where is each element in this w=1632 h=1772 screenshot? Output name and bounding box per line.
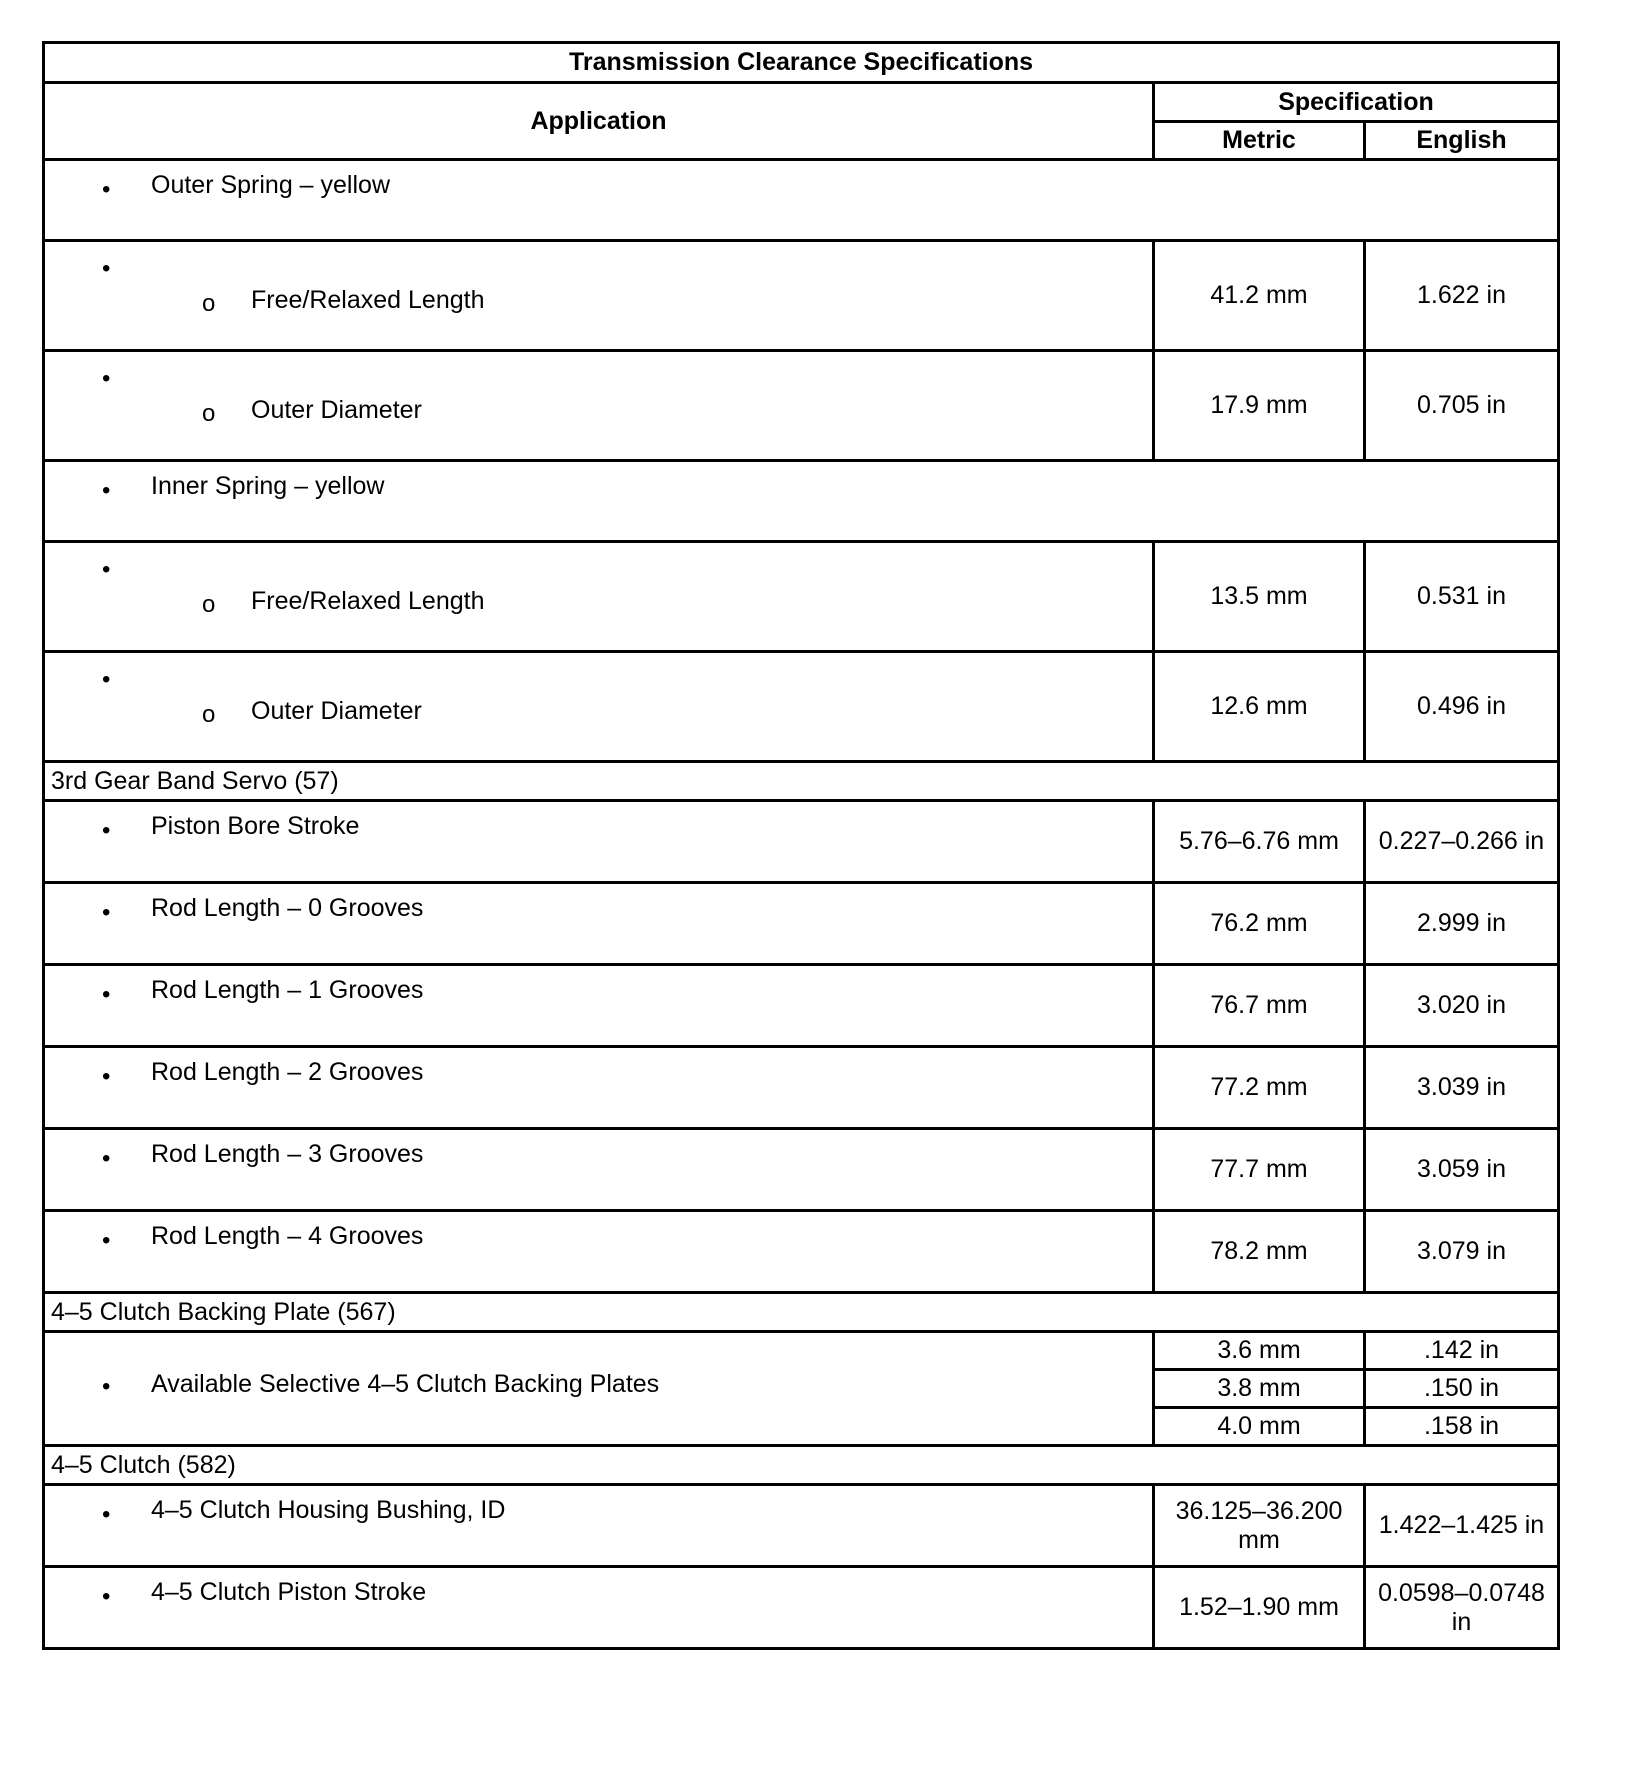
specification-header: Specification [1154, 83, 1559, 122]
english-value: 0.705 in [1365, 351, 1559, 461]
bullet-icon: • [102, 1145, 111, 1172]
application-cell [44, 542, 1154, 652]
metric-value: 77.2 mm [1154, 1047, 1365, 1129]
application-cell [44, 883, 1154, 965]
item-label: Free/Relaxed Length [251, 286, 485, 314]
metric-value: 3.6 mm [1154, 1332, 1365, 1370]
table-row [44, 1211, 1559, 1293]
table-row [44, 1129, 1559, 1211]
title-row [44, 43, 1559, 83]
application-cell [44, 652, 1154, 762]
english-value: 0.531 in [1365, 542, 1559, 652]
english-value: 2.999 in [1365, 883, 1559, 965]
application-cell [44, 1567, 1154, 1649]
metric-value: 3.8 mm [1154, 1370, 1365, 1408]
bullet-icon: • [102, 1501, 111, 1528]
bullet-icon: • [102, 1063, 111, 1090]
application-cell [44, 1332, 1154, 1446]
item-label: Free/Relaxed Length [251, 587, 485, 615]
metric-header: Metric [1154, 122, 1365, 160]
specifications-table [42, 41, 1560, 1650]
item-label: 4–5 Clutch Housing Bushing, ID [151, 1496, 506, 1524]
item-label: Rod Length – 3 Grooves [151, 1140, 424, 1168]
application-cell [44, 241, 1154, 351]
item-label: Available Selective 4–5 Clutch Backing Plates [151, 1370, 660, 1398]
english-value: 3.079 in [1365, 1211, 1559, 1293]
circle-bullet-icon: o [202, 290, 216, 317]
english-value: 1.622 in [1365, 241, 1559, 351]
english-value: 1.422–1.425 in [1365, 1485, 1559, 1567]
english-value: 0.0598–0.0748 in [1365, 1567, 1559, 1649]
english-value: 0.227–0.266 in [1365, 801, 1559, 883]
metric-value: 1.52–1.90 mm [1154, 1567, 1365, 1649]
english-header: English [1365, 122, 1559, 160]
bullet-icon: • [102, 1373, 111, 1400]
item-label: Rod Length – 4 Grooves [151, 1222, 424, 1250]
metric-value: 76.7 mm [1154, 965, 1365, 1047]
table-row [44, 1485, 1559, 1567]
clutch-section-label: 4–5 Clutch (582) [44, 1446, 1559, 1485]
bullet-icon: • [102, 817, 111, 844]
english-value: 3.039 in [1365, 1047, 1559, 1129]
bullet-icon: • [102, 899, 111, 926]
inner-spring-cell [44, 461, 1559, 542]
application-cell [44, 1485, 1154, 1567]
circle-bullet-icon: o [202, 591, 216, 618]
table-row [44, 461, 1559, 542]
item-label: Outer Diameter [251, 396, 422, 424]
english-value: .150 in [1365, 1370, 1559, 1408]
metric-value: 12.6 mm [1154, 652, 1365, 762]
bullet-icon: • [102, 365, 111, 392]
bullet-icon: • [102, 666, 111, 693]
application-cell [44, 1047, 1154, 1129]
table-row [44, 1332, 1559, 1370]
bullet-icon: • [102, 477, 111, 504]
outer-spring-label: Outer Spring – yellow [151, 171, 391, 199]
item-label: Outer Diameter [251, 697, 422, 725]
bullet-icon: • [102, 1227, 111, 1254]
circle-bullet-icon: o [202, 400, 216, 427]
circle-bullet-icon: o [202, 701, 216, 728]
backing-plate-section-label: 4–5 Clutch Backing Plate (567) [44, 1293, 1559, 1332]
item-label: Rod Length – 0 Grooves [151, 894, 424, 922]
application-cell [44, 801, 1154, 883]
metric-value: 78.2 mm [1154, 1211, 1365, 1293]
application-header: Application [44, 83, 1154, 160]
table-row [44, 542, 1559, 652]
table-row [44, 241, 1559, 351]
bullet-icon: • [102, 176, 111, 203]
table-title: Transmission Clearance Specifications [44, 43, 1559, 83]
table-row [44, 883, 1559, 965]
servo-section-label: 3rd Gear Band Servo (57) [44, 762, 1559, 801]
application-cell [44, 351, 1154, 461]
english-value: .142 in [1365, 1332, 1559, 1370]
table-row [44, 1047, 1559, 1129]
metric-value: 41.2 mm [1154, 241, 1365, 351]
english-value: 3.020 in [1365, 965, 1559, 1047]
metric-value: 17.9 mm [1154, 351, 1365, 461]
table-row [44, 652, 1559, 762]
section-row [44, 1446, 1559, 1485]
header-row [44, 83, 1559, 122]
item-label: 4–5 Clutch Piston Stroke [151, 1578, 427, 1606]
table-row [44, 1567, 1559, 1649]
english-value: .158 in [1365, 1408, 1559, 1446]
english-value: 3.059 in [1365, 1129, 1559, 1211]
english-value: 0.496 in [1365, 652, 1559, 762]
metric-value: 4.0 mm [1154, 1408, 1365, 1446]
application-cell [44, 1211, 1154, 1293]
outer-spring-cell [44, 160, 1559, 241]
metric-value: 36.125–36.200 mm [1154, 1485, 1365, 1567]
bullet-icon: • [102, 255, 111, 282]
item-label: Rod Length – 2 Grooves [151, 1058, 424, 1086]
table-row [44, 351, 1559, 461]
application-cell [44, 965, 1154, 1047]
metric-value: 13.5 mm [1154, 542, 1365, 652]
bullet-icon: • [102, 556, 111, 583]
bullet-icon: • [102, 981, 111, 1008]
item-label: Rod Length – 1 Grooves [151, 976, 424, 1004]
application-cell [44, 1129, 1154, 1211]
table-row [44, 965, 1559, 1047]
inner-spring-label: Inner Spring – yellow [151, 472, 385, 500]
section-row [44, 762, 1559, 801]
table-row [44, 801, 1559, 883]
metric-value: 5.76–6.76 mm [1154, 801, 1365, 883]
section-row [44, 1293, 1559, 1332]
bullet-icon: • [102, 1583, 111, 1610]
metric-value: 76.2 mm [1154, 883, 1365, 965]
metric-value: 77.7 mm [1154, 1129, 1365, 1211]
table-row [44, 160, 1559, 241]
item-label: Piston Bore Stroke [151, 812, 360, 840]
